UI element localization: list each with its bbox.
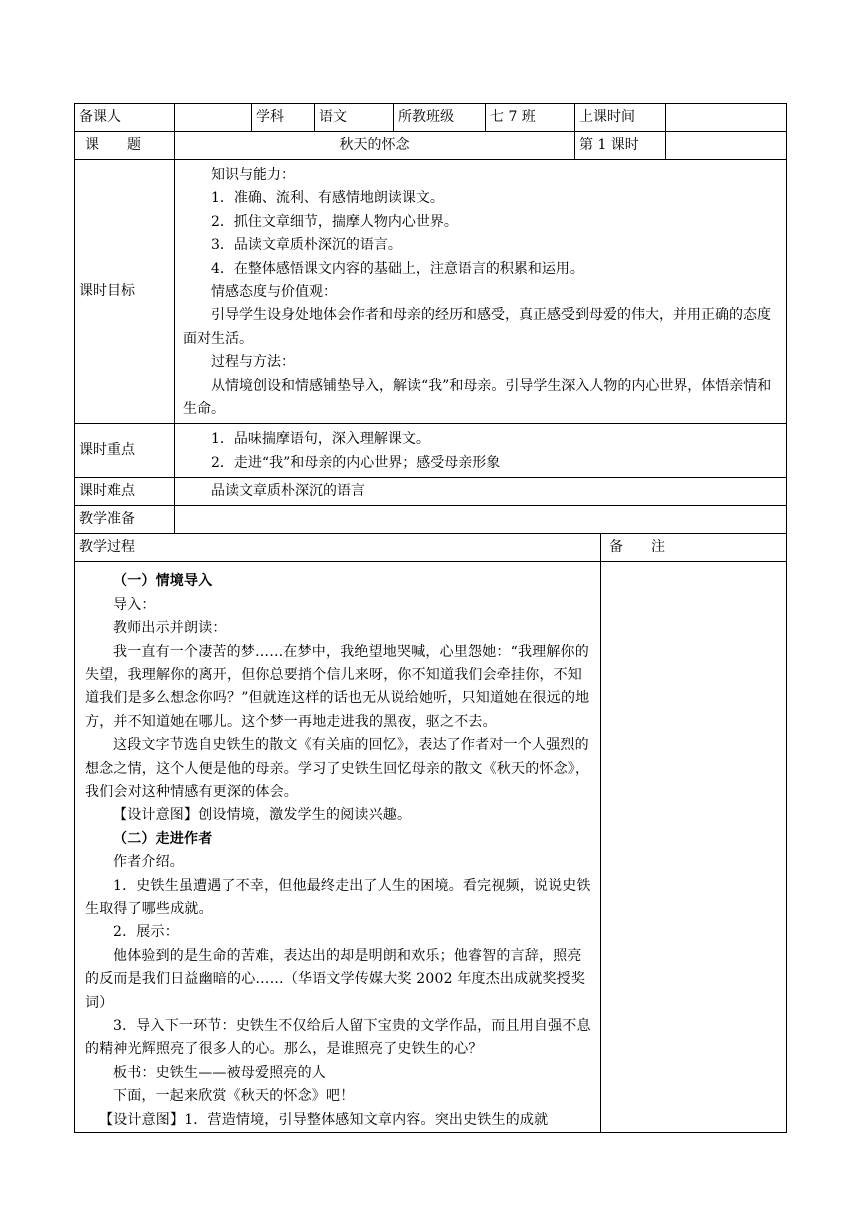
class-label: 所教班级 bbox=[394, 104, 486, 132]
difficulty-row bbox=[75, 478, 787, 506]
preparer-label: 备课人 bbox=[75, 104, 175, 132]
process-content bbox=[75, 562, 601, 1133]
process-paragraph: 教师出示并朗读： bbox=[113, 620, 227, 637]
objective-line: 知识与能力： bbox=[211, 167, 295, 183]
key-points-label: 课时重点 bbox=[75, 424, 175, 478]
topic-row bbox=[75, 132, 787, 160]
difficulty-content bbox=[175, 478, 787, 506]
key-point-line: 2．走进“我”和母亲的内心世界；感受母亲形象 bbox=[211, 454, 501, 471]
objectives-content bbox=[175, 160, 787, 424]
process-paragraph: 我一直有一个凄苦的梦……在梦中，我绝望地哭喊，心里怨她：“我理解你的失望，我理解你的离开，但你总要捎个信儿来呀，你不知道我们会牵挂你，不知道我们是多么想念你吗？”但就连这样的话也无从说给她听，只知道她在很远的地方，并不知道她在哪儿。这个梦一再地走进我的黑夜，驱之不去。 bbox=[85, 643, 590, 730]
lesson-plan-table bbox=[74, 103, 787, 1133]
process-paragraph: 1．史铁生虽遭遇了不幸，但他最终走出了人生的困境。看完视频，说说史铁生取得了哪些成就。 bbox=[85, 877, 591, 917]
process-paragraph: 这段文字节选自史铁生的散文《有关庙的回忆》，表达了作者对一个人强烈的想念之情，这个人便是他的母亲。学习了史铁生回忆母亲的散文《秋天的怀念》，我们会对这种情感有更深的体会。 bbox=[85, 737, 590, 800]
section-heading: （二）走进作者 bbox=[113, 830, 213, 847]
process-paragraph: 导入： bbox=[113, 596, 156, 613]
notes-label: 备 注 bbox=[601, 534, 787, 562]
objective-line: 过程与方法： bbox=[211, 354, 295, 371]
notes-content bbox=[601, 562, 787, 1133]
key-point-line: 1．品味揣摩语句，深入理解课文。 bbox=[211, 431, 430, 448]
section-heading: （一）情境导入 bbox=[113, 573, 213, 590]
process-paragraph: 他体验到的是生命的苦难，表达出的却是明朗和欢乐；他睿智的言辞，照亮的反而是我们日益幽暗的心……（华语文学传媒大奖 2002 年度杰出成就奖授奖词） bbox=[85, 947, 586, 1011]
objectives-row bbox=[75, 160, 787, 424]
difficulty-text: 品读文章质朴深沉的语言 bbox=[211, 482, 365, 499]
difficulty-label: 课时难点 bbox=[75, 478, 175, 506]
process-paragraph: 2．展示： bbox=[113, 924, 179, 941]
topic-label: 课 题 bbox=[75, 132, 175, 160]
preparation-label: 教学准备 bbox=[75, 506, 175, 534]
preparer-value bbox=[175, 104, 252, 132]
objective-line: 3．品读文章质朴深沉的语言。 bbox=[211, 237, 402, 254]
objectives-label: 课时目标 bbox=[75, 160, 175, 424]
subject-label: 学科 bbox=[252, 104, 315, 132]
objective-line: 2．抓住文章细节，揣摩人物内心世界。 bbox=[211, 213, 458, 230]
preparation-row bbox=[75, 506, 787, 534]
key-points-row bbox=[75, 424, 787, 478]
objective-line: 1．准确、流利、有感情地朗读课文。 bbox=[211, 190, 444, 207]
design-intent: 【设计意图】创设情境，激发学生的阅读兴趣。 bbox=[113, 807, 412, 824]
subject-value: 语文 bbox=[315, 104, 394, 132]
topic-title: 秋天的怀念 bbox=[175, 132, 575, 160]
process-paragraph: 3．导入下一环节：史铁生不仅给后人留下宝贵的文学作品，而且用自强不息的精神光辉照亮了很多人的心。那么，是谁照亮了史铁生的心？ bbox=[85, 1018, 591, 1058]
class-time-value bbox=[666, 104, 787, 132]
key-points-content bbox=[175, 424, 787, 478]
process-header-row bbox=[75, 534, 787, 562]
process-label: 教学过程 bbox=[75, 534, 601, 562]
header-row bbox=[75, 104, 787, 132]
process-paragraph: 作者介绍。 bbox=[113, 854, 184, 871]
class-time-label: 上课时间 bbox=[575, 104, 666, 132]
objective-line: 情感态度与价值观： bbox=[211, 284, 337, 301]
preparation-content bbox=[175, 506, 787, 534]
objective-line: 4．在整体感悟课文内容的基础上，注意语言的积累和运用。 bbox=[211, 260, 584, 277]
process-paragraph: 下面，一起来欣赏《秋天的怀念》吧！ bbox=[113, 1088, 355, 1105]
objective-line: 引导学生设身处地体会作者和母亲的经历和感受，真正感受到母爱的伟大，并用正确的态度面对生活。 bbox=[183, 307, 771, 347]
class-value: 七 7 班 bbox=[486, 104, 575, 132]
process-body-row bbox=[75, 562, 787, 1133]
period-label: 第 1 课时 bbox=[575, 132, 666, 160]
blackboard-note: 板书：史铁生——被母爱照亮的人 bbox=[113, 1064, 326, 1081]
design-intent: 【设计意图】1．营造情境，引导整体感知文章内容。突出史铁生的成就 bbox=[99, 1111, 549, 1128]
period-extra bbox=[666, 132, 787, 160]
objective-line: 从情境创设和情感铺垫导入，解读“我”和母亲。引导学生深入人物的内心世界，体悟亲情和生命。 bbox=[183, 377, 772, 418]
